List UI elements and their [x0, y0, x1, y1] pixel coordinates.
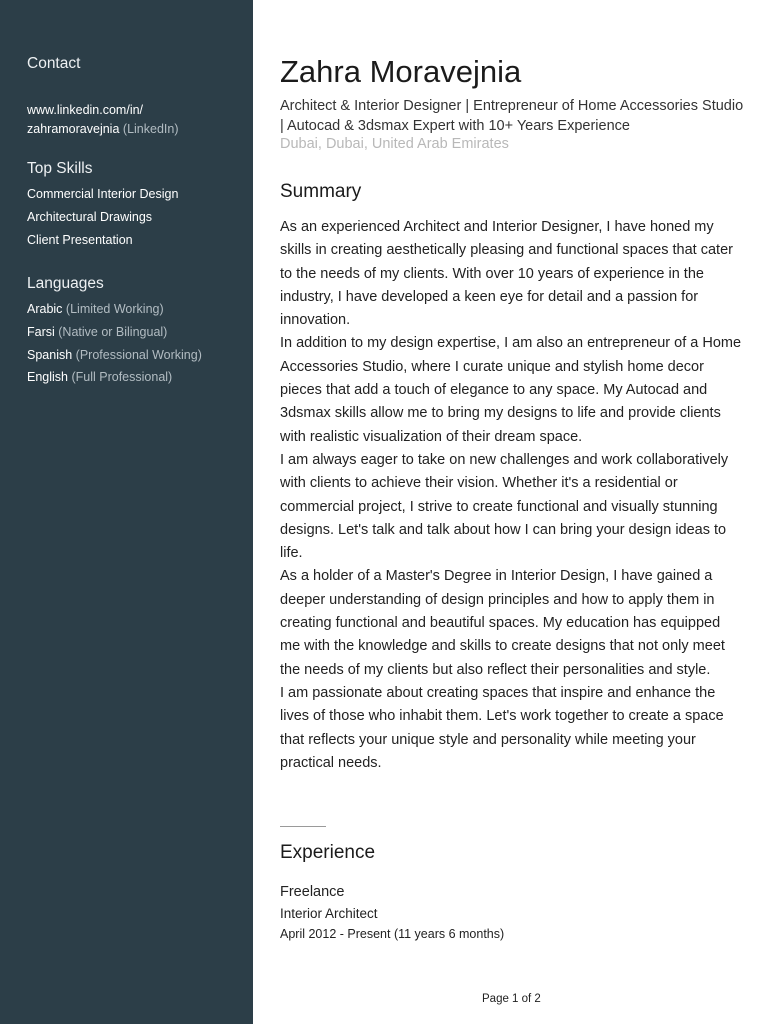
language-level: (Full Professional) — [71, 370, 173, 385]
profile-location: Dubai, Dubai, United Arab Emirates — [280, 136, 509, 152]
language-item — [27, 344, 242, 367]
section-divider — [280, 826, 326, 827]
language-item — [27, 298, 242, 321]
experience-title: Interior Architect — [280, 906, 378, 921]
language-level: (Professional Working) — [75, 347, 202, 362]
profile-headline: Architect & Interior Designer | Entrepreneur of Home Accessories Studio | Autocad & 3dsmax Expert with 10+ Years Experience — [280, 98, 744, 134]
language-item — [27, 321, 242, 344]
experience-company: Freelance — [280, 884, 345, 900]
summary-heading: Summary — [280, 181, 362, 202]
contact-section — [27, 55, 242, 139]
language-name: Farsi — [27, 324, 55, 339]
linkedin-url-line1: www.linkedin.com/in/ — [27, 103, 144, 117]
language-name: English — [27, 370, 68, 385]
top-skills-heading: Top Skills — [27, 160, 93, 177]
page-number: Page 1 of 2 — [482, 993, 541, 1005]
summary-paragraph: I am always eager to take on new challenges and work collaboratively with clients to achieve their vision. Whether it's a residential or commercial project, I strive to create functional and visually stunning designs. Let's talk and talk about how I can bring your design ideas to life. — [280, 451, 729, 562]
language-name: Arabic — [27, 302, 63, 316]
linkedin-suffix: (LinkedIn) — [122, 122, 179, 136]
language-level: (Native or Bilingual) — [58, 324, 168, 339]
language-level: (Limited Working) — [65, 302, 164, 316]
language-item — [27, 366, 242, 389]
skill-item: Commercial Interior Design — [27, 187, 179, 201]
experience-heading: Experience — [280, 842, 376, 863]
skill-item: Client Presentation — [27, 232, 133, 247]
linkedin-link[interactable] — [27, 101, 242, 139]
skill-item: Architectural Drawings — [27, 209, 153, 224]
languages-section — [27, 275, 242, 389]
languages-heading: Languages — [27, 275, 104, 292]
contact-heading: Contact — [27, 55, 81, 72]
summary-paragraph: As an experienced Architect and Interior Designer, I have honed my skills in creating aesthetically pleasing and functional spaces that cater to the needs of my clients. With over 10 years of experience in the industry, I have developed a keen eye for detail and a passion for innovation. — [280, 219, 733, 329]
experience-dates: April 2012 - Present (11 years 6 months) — [280, 927, 505, 941]
summary-paragraph: I am passionate about creating spaces that inspire and enhance the lives of those who inhabit them. Let's work together to create a space that reflects your unique style and personality while meeting your practical needs. — [280, 684, 724, 771]
top-skills-section — [27, 160, 242, 251]
summary-paragraph: As a holder of a Master's Degree in Interior Design, I have gained a deeper understanding of design principles and how to apply them in creating functional and beautiful spaces. My education has equipped me with the knowledge and skills to create designs that not only meet the needs of my clients but also reflect their personalities and style. — [280, 568, 725, 678]
summary-text — [280, 216, 744, 775]
language-name: Spanish — [27, 347, 73, 362]
linkedin-url-line2: zahramoravejnia — [27, 122, 120, 136]
summary-paragraph: In addition to my design expertise, I am also an entrepreneur of a Home Accessories Studio, where I curate unique and stylish home decor pieces that add a touch of elegance to any space. My Autocad and 3dsmax skills allow me to bring my designs to life and provide clients with realistic visualization of their dream space. — [280, 335, 742, 445]
sidebar — [0, 0, 253, 1024]
profile-name: Zahra Moravejnia — [280, 54, 522, 89]
